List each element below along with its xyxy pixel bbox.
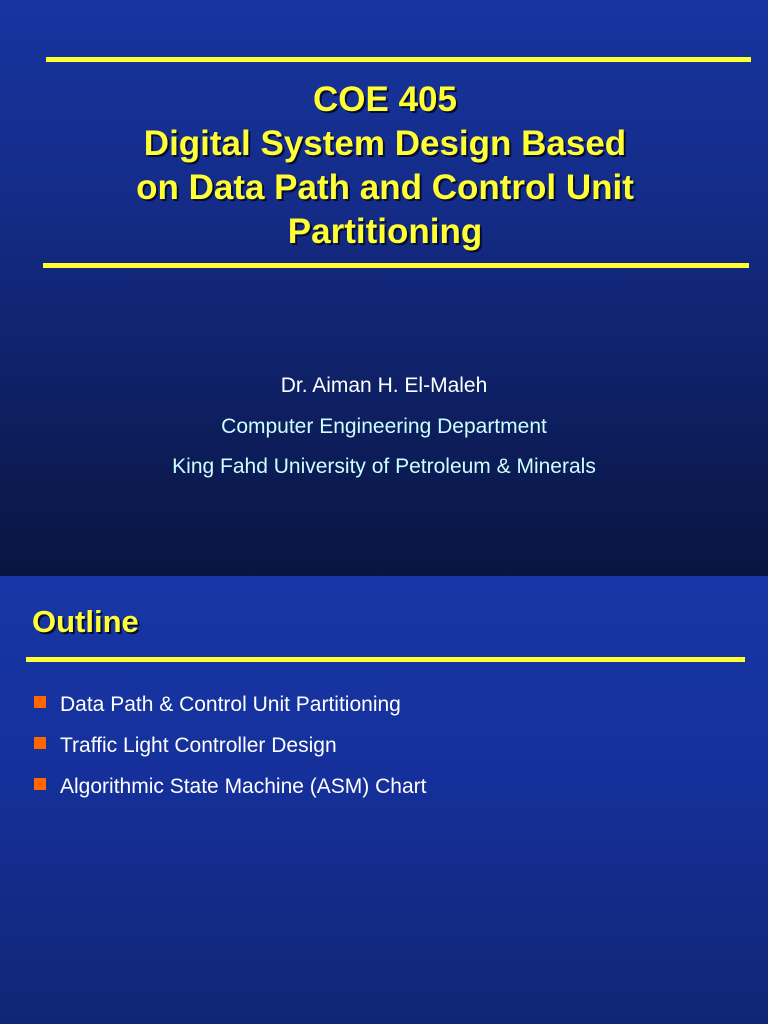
slide-title bbox=[40, 78, 730, 254]
title-line-4: Partitioning bbox=[287, 212, 483, 251]
square-bullet-icon bbox=[34, 737, 46, 749]
list-item-text: Data Path & Control Unit Partitioning bbox=[60, 692, 401, 716]
outline-rule bbox=[26, 657, 745, 662]
author-department: Computer Engineering Department bbox=[221, 415, 547, 438]
outline-slide bbox=[0, 576, 768, 1024]
square-bullet-icon bbox=[34, 696, 46, 708]
square-bullet-icon bbox=[34, 778, 46, 790]
list-item bbox=[34, 684, 426, 725]
top-rule bbox=[46, 57, 751, 62]
bottom-rule bbox=[43, 263, 749, 268]
list-item bbox=[34, 766, 426, 807]
list-item-text: Algorithmic State Machine (ASM) Chart bbox=[60, 774, 427, 798]
list-item bbox=[34, 725, 426, 766]
title-line-2: Digital System Design Based bbox=[143, 124, 627, 163]
outline-list bbox=[34, 684, 426, 807]
outline-title: Outline bbox=[32, 604, 139, 639]
title-line-3: on Data Path and Control Unit bbox=[136, 168, 634, 207]
author-university: King Fahd University of Petroleum & Minerals bbox=[172, 455, 596, 478]
list-item-text: Traffic Light Controller Design bbox=[60, 733, 337, 757]
author-name: Dr. Aiman H. El-Maleh bbox=[280, 374, 488, 397]
title-line-course: COE 405 bbox=[313, 80, 457, 119]
